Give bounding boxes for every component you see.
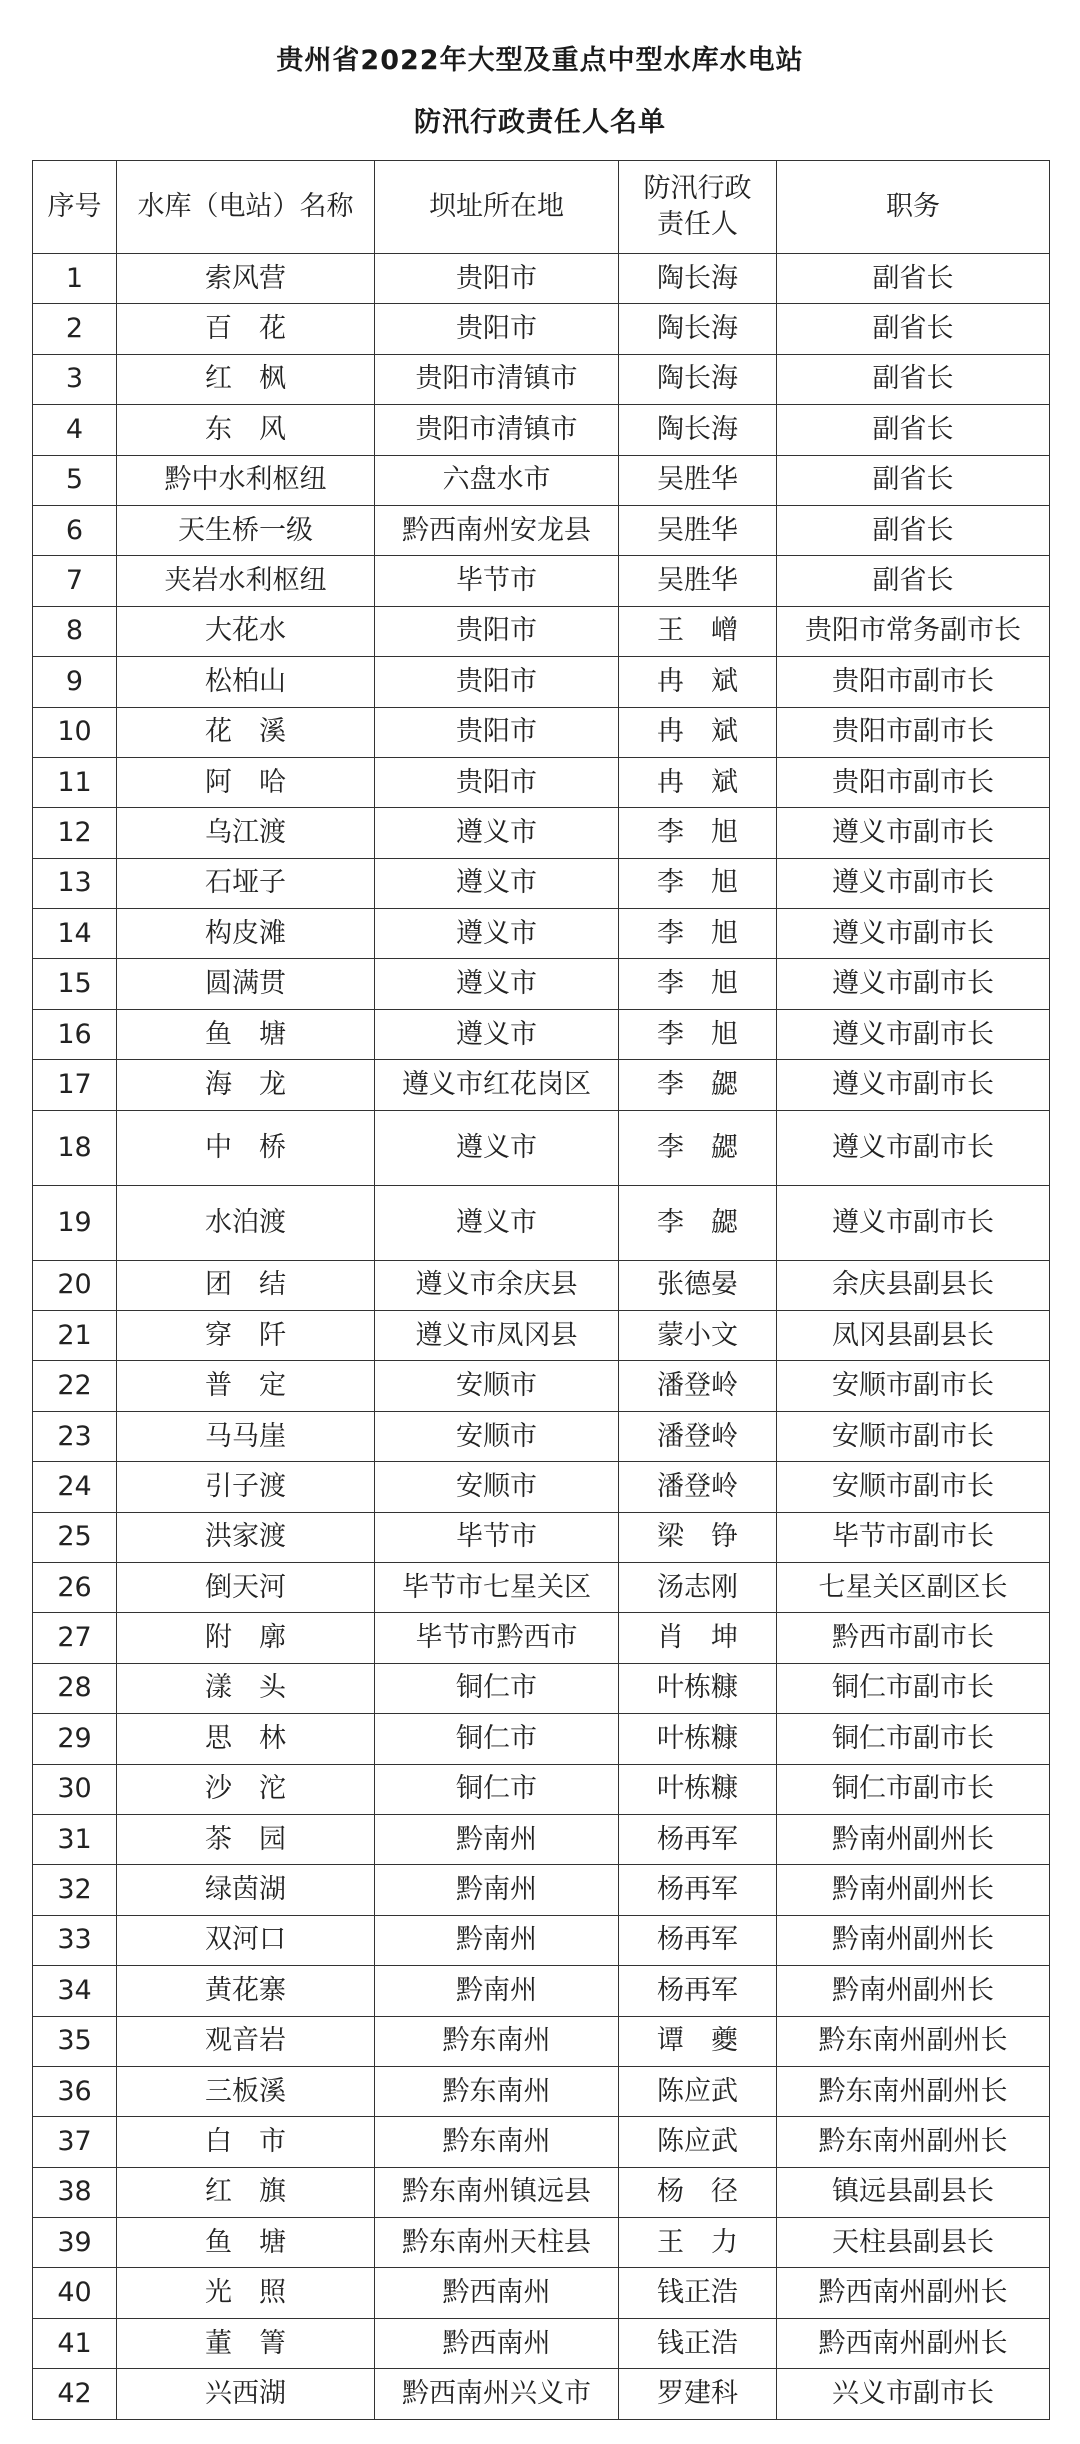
row-index-cell: 41 (33, 2318, 117, 2368)
table-row (33, 1613, 1050, 1663)
position-cell: 遵义市副市长 (777, 959, 1050, 1009)
position-cell: 镇远县副县长 (777, 2167, 1050, 2217)
row-index-cell: 2 (33, 304, 117, 354)
reservoir-name-cell: 中 桥 (117, 1110, 375, 1185)
dam-location-cell: 黔东南州镇远县 (375, 2167, 619, 2217)
table-row (33, 1185, 1050, 1260)
table-row (33, 1110, 1050, 1185)
dam-location-cell: 黔西南州 (375, 2268, 619, 2318)
row-index-cell: 16 (33, 1009, 117, 1059)
responsible-person-cell: 叶栋糠 (619, 1764, 777, 1814)
position-cell: 毕节市副市长 (777, 1512, 1050, 1562)
reservoir-name-cell: 海 龙 (117, 1060, 375, 1110)
table-row (33, 657, 1050, 707)
table-row (33, 1915, 1050, 1965)
table-row (33, 556, 1050, 606)
responsible-person-cell: 杨 径 (619, 2167, 777, 2217)
reservoir-name-cell: 三板溪 (117, 2066, 375, 2116)
position-cell: 黔西市副市长 (777, 1613, 1050, 1663)
reservoir-name-cell: 红 旗 (117, 2167, 375, 2217)
position-cell: 铜仁市副市长 (777, 1714, 1050, 1764)
row-index-cell: 40 (33, 2268, 117, 2318)
table-row (33, 1009, 1050, 1059)
table-row (33, 959, 1050, 1009)
responsible-person-cell: 吴胜华 (619, 556, 777, 606)
dam-location-cell: 遵义市 (375, 808, 619, 858)
row-index-cell: 39 (33, 2218, 117, 2268)
reservoir-name-cell: 倒天河 (117, 1562, 375, 1612)
reservoir-name-cell: 漾 头 (117, 1663, 375, 1713)
responsible-person-cell: 陈应武 (619, 2117, 777, 2167)
dam-location-cell: 黔西南州兴义市 (375, 2369, 619, 2419)
table-row (33, 254, 1050, 304)
row-index-cell: 38 (33, 2167, 117, 2217)
document-title: 贵州省2022年大型及重点中型水库水电站 (276, 45, 804, 76)
dam-location-cell: 黔东南州 (375, 2117, 619, 2167)
reservoir-name-cell: 圆满贯 (117, 959, 375, 1009)
dam-location-cell: 黔东南州 (375, 2066, 619, 2116)
responsible-person-cell: 杨再军 (619, 1865, 777, 1915)
table-row (33, 1764, 1050, 1814)
row-index-cell: 33 (33, 1915, 117, 1965)
row-index-cell: 9 (33, 657, 117, 707)
row-index-cell: 30 (33, 1764, 117, 1814)
dam-location-cell: 遵义市 (375, 1009, 619, 1059)
position-cell: 遵义市副市长 (777, 1060, 1050, 1110)
dam-location-cell: 黔南州 (375, 1814, 619, 1864)
reservoir-name-cell: 松柏山 (117, 657, 375, 707)
dam-location-cell: 铜仁市 (375, 1764, 619, 1814)
responsible-person-cell: 杨再军 (619, 1814, 777, 1864)
table-row (33, 1714, 1050, 1764)
dam-location-cell: 遵义市 (375, 1185, 619, 1260)
table-row (33, 1966, 1050, 2016)
responsible-person-cell: 张德晏 (619, 1260, 777, 1310)
responsible-person-cell: 李 旭 (619, 959, 777, 1009)
responsible-person-cell: 李 旭 (619, 1009, 777, 1059)
position-cell: 余庆县副县长 (777, 1260, 1050, 1310)
dam-location-cell: 遵义市余庆县 (375, 1260, 619, 1310)
reservoir-name-cell: 百 花 (117, 304, 375, 354)
dam-location-cell: 遵义市凤冈县 (375, 1311, 619, 1361)
reservoir-name-cell: 沙 沱 (117, 1764, 375, 1814)
dam-location-cell: 遵义市 (375, 858, 619, 908)
reservoir-name-cell: 引子渡 (117, 1462, 375, 1512)
row-index-cell: 24 (33, 1462, 117, 1512)
table-row (33, 1865, 1050, 1915)
row-index-cell: 5 (33, 455, 117, 505)
position-cell: 贵阳市副市长 (777, 757, 1050, 807)
position-cell: 副省长 (777, 405, 1050, 455)
row-index-cell: 3 (33, 354, 117, 404)
row-index-cell: 25 (33, 1512, 117, 1562)
responsible-person-cell: 王 嶒 (619, 606, 777, 656)
dam-location-cell: 黔东南州天柱县 (375, 2218, 619, 2268)
row-index-cell: 8 (33, 606, 117, 656)
responsible-person-cell: 叶栋糠 (619, 1663, 777, 1713)
responsible-person-cell: 李 旭 (619, 909, 777, 959)
dam-location-cell: 安顺市 (375, 1361, 619, 1411)
table-header-row (33, 161, 1050, 254)
position-cell: 副省长 (777, 304, 1050, 354)
table-row (33, 455, 1050, 505)
position-cell: 凤冈县副县长 (777, 1311, 1050, 1361)
responsible-person-cell: 杨再军 (619, 1915, 777, 1965)
reservoir-name-cell: 阿 哈 (117, 757, 375, 807)
dam-location-cell: 遵义市红花岗区 (375, 1060, 619, 1110)
table-row (33, 909, 1050, 959)
row-index-cell: 18 (33, 1110, 117, 1185)
reservoir-name-cell: 观音岩 (117, 2016, 375, 2066)
reservoir-name-cell: 鱼 塘 (117, 2218, 375, 2268)
table-row (33, 354, 1050, 404)
position-cell: 安顺市副市长 (777, 1462, 1050, 1512)
responsible-person-cell: 李 勰 (619, 1185, 777, 1260)
table-row (33, 1562, 1050, 1612)
row-index-cell: 32 (33, 1865, 117, 1915)
reservoir-name-cell: 附 廓 (117, 1613, 375, 1663)
dam-location-cell: 贵阳市清镇市 (375, 354, 619, 404)
dam-location-cell: 贵阳市 (375, 707, 619, 757)
position-cell: 天柱县副县长 (777, 2218, 1050, 2268)
dam-location-cell: 毕节市七星关区 (375, 1562, 619, 1612)
reservoir-name-cell: 洪家渡 (117, 1512, 375, 1562)
dam-location-cell: 贵阳市 (375, 254, 619, 304)
reservoir-name-cell: 构皮滩 (117, 909, 375, 959)
row-index-cell: 27 (33, 1613, 117, 1663)
responsible-person-cell: 李 旭 (619, 808, 777, 858)
responsible-person-cell: 肖 坤 (619, 1613, 777, 1663)
dam-location-cell: 贵阳市 (375, 657, 619, 707)
reservoir-name-cell: 思 林 (117, 1714, 375, 1764)
row-index-cell: 14 (33, 909, 117, 959)
reservoir-name-cell: 石垭子 (117, 858, 375, 908)
position-cell: 七星关区副区长 (777, 1562, 1050, 1612)
table-row (33, 808, 1050, 858)
table-row (33, 2117, 1050, 2167)
row-index-cell: 19 (33, 1185, 117, 1260)
position-cell: 铜仁市副市长 (777, 1764, 1050, 1814)
table-row (33, 505, 1050, 555)
table-row (33, 1512, 1050, 1562)
row-index-cell: 6 (33, 505, 117, 555)
position-cell: 黔南州副州长 (777, 1814, 1050, 1864)
header-position: 职务 (777, 161, 1050, 254)
position-cell: 黔南州副州长 (777, 1915, 1050, 1965)
reservoir-name-cell: 穿 阡 (117, 1311, 375, 1361)
dam-location-cell: 遵义市 (375, 959, 619, 1009)
position-cell: 副省长 (777, 254, 1050, 304)
reservoir-name-cell: 双河口 (117, 1915, 375, 1965)
table-row (33, 1060, 1050, 1110)
position-cell: 黔东南州副州长 (777, 2066, 1050, 2116)
responsible-person-cell: 潘登岭 (619, 1411, 777, 1461)
responsible-person-cell: 杨再军 (619, 1966, 777, 2016)
reservoir-name-cell: 黔中水利枢纽 (117, 455, 375, 505)
responsible-person-cell: 李 勰 (619, 1110, 777, 1185)
position-cell: 黔西南州副州长 (777, 2318, 1050, 2368)
responsible-person-cell: 李 旭 (619, 858, 777, 908)
responsible-person-cell: 陈应武 (619, 2066, 777, 2116)
header-responsible-person: 防汛行政责任人 (619, 161, 777, 254)
position-cell: 铜仁市副市长 (777, 1663, 1050, 1713)
dam-location-cell: 贵阳市 (375, 606, 619, 656)
position-cell: 遵义市副市长 (777, 1110, 1050, 1185)
reservoir-name-cell: 黄花寨 (117, 1966, 375, 2016)
position-cell: 黔东南州副州长 (777, 2117, 1050, 2167)
position-cell: 贵阳市副市长 (777, 707, 1050, 757)
position-cell: 贵阳市副市长 (777, 657, 1050, 707)
row-index-cell: 31 (33, 1814, 117, 1864)
responsible-person-cell: 陶长海 (619, 304, 777, 354)
responsible-person-cell: 吴胜华 (619, 505, 777, 555)
position-cell: 副省长 (777, 354, 1050, 404)
position-cell: 遵义市副市长 (777, 909, 1050, 959)
dam-location-cell: 遵义市 (375, 909, 619, 959)
position-cell: 黔东南州副州长 (777, 2016, 1050, 2066)
header-dam-location: 坝址所在地 (375, 161, 619, 254)
responsible-person-cell: 冉 斌 (619, 707, 777, 757)
dam-location-cell: 黔东南州 (375, 2016, 619, 2066)
row-index-cell: 36 (33, 2066, 117, 2116)
table-row (33, 606, 1050, 656)
position-cell: 贵阳市常务副市长 (777, 606, 1050, 656)
row-index-cell: 20 (33, 1260, 117, 1310)
reservoir-name-cell: 光 照 (117, 2268, 375, 2318)
dam-location-cell: 贵阳市清镇市 (375, 405, 619, 455)
dam-location-cell: 六盘水市 (375, 455, 619, 505)
responsible-person-cell: 潘登岭 (619, 1361, 777, 1411)
row-index-cell: 15 (33, 959, 117, 1009)
reservoir-name-cell: 花 溪 (117, 707, 375, 757)
table-row (33, 1411, 1050, 1461)
responsible-person-cell: 吴胜华 (619, 455, 777, 505)
table-row (33, 707, 1050, 757)
table-row (33, 304, 1050, 354)
responsible-person-cell: 罗建科 (619, 2369, 777, 2419)
dam-location-cell: 黔西南州安龙县 (375, 505, 619, 555)
table-row (33, 858, 1050, 908)
row-index-cell: 1 (33, 254, 117, 304)
table-row (33, 1260, 1050, 1310)
dam-location-cell: 毕节市 (375, 1512, 619, 1562)
table-row (33, 405, 1050, 455)
table-row (33, 1663, 1050, 1713)
row-index-cell: 34 (33, 1966, 117, 2016)
responsible-person-cell: 叶栋糠 (619, 1714, 777, 1764)
reservoir-name-cell: 索风营 (117, 254, 375, 304)
table-row (33, 2268, 1050, 2318)
reservoir-name-cell: 鱼 塘 (117, 1009, 375, 1059)
table-row (33, 2016, 1050, 2066)
dam-location-cell: 毕节市 (375, 556, 619, 606)
row-index-cell: 28 (33, 1663, 117, 1713)
reservoir-name-cell: 水泊渡 (117, 1185, 375, 1260)
dam-location-cell: 安顺市 (375, 1462, 619, 1512)
dam-location-cell: 贵阳市 (375, 757, 619, 807)
table-row (33, 757, 1050, 807)
responsible-person-cell: 冉 斌 (619, 657, 777, 707)
position-cell: 黔南州副州长 (777, 1865, 1050, 1915)
row-index-cell: 12 (33, 808, 117, 858)
reservoir-name-cell: 马马崖 (117, 1411, 375, 1461)
dam-location-cell: 毕节市黔西市 (375, 1613, 619, 1663)
position-cell: 黔西南州副州长 (777, 2268, 1050, 2318)
row-index-cell: 10 (33, 707, 117, 757)
row-index-cell: 35 (33, 2016, 117, 2066)
header-reservoir-name: 水库（电站）名称 (117, 161, 375, 254)
position-cell: 遵义市副市长 (777, 1185, 1050, 1260)
row-index-cell: 17 (33, 1060, 117, 1110)
responsible-person-cell: 陶长海 (619, 354, 777, 404)
reservoir-name-cell: 茶 园 (117, 1814, 375, 1864)
row-index-cell: 21 (33, 1311, 117, 1361)
position-cell: 遵义市副市长 (777, 858, 1050, 908)
dam-location-cell: 贵阳市 (375, 304, 619, 354)
row-index-cell: 22 (33, 1361, 117, 1411)
dam-location-cell: 铜仁市 (375, 1714, 619, 1764)
position-cell: 副省长 (777, 455, 1050, 505)
responsible-person-cell: 钱正浩 (619, 2268, 777, 2318)
reservoir-name-cell: 团 结 (117, 1260, 375, 1310)
header-index: 序号 (33, 161, 117, 254)
position-cell: 副省长 (777, 556, 1050, 606)
row-index-cell: 23 (33, 1411, 117, 1461)
dam-location-cell: 铜仁市 (375, 1663, 619, 1713)
table-row (33, 1814, 1050, 1864)
table-row (33, 2218, 1050, 2268)
reservoir-name-cell: 普 定 (117, 1361, 375, 1411)
row-index-cell: 26 (33, 1562, 117, 1612)
reservoir-name-cell: 夹岩水利枢纽 (117, 556, 375, 606)
dam-location-cell: 安顺市 (375, 1411, 619, 1461)
responsible-person-cell: 冉 斌 (619, 757, 777, 807)
table-row (33, 2167, 1050, 2217)
responsible-person-cell: 王 力 (619, 2218, 777, 2268)
reservoir-name-cell: 乌江渡 (117, 808, 375, 858)
row-index-cell: 4 (33, 405, 117, 455)
table-row (33, 1462, 1050, 1512)
row-index-cell: 42 (33, 2369, 117, 2419)
position-cell: 副省长 (777, 505, 1050, 555)
table-row (33, 2066, 1050, 2116)
position-cell: 黔南州副州长 (777, 1966, 1050, 2016)
dam-location-cell: 黔西南州 (375, 2318, 619, 2368)
responsible-person-cell: 蒙小文 (619, 1311, 777, 1361)
responsible-person-cell: 谭 夔 (619, 2016, 777, 2066)
reservoir-name-cell: 大花水 (117, 606, 375, 656)
row-index-cell: 37 (33, 2117, 117, 2167)
row-index-cell: 13 (33, 858, 117, 908)
reservoir-name-cell: 董 箐 (117, 2318, 375, 2368)
table-row (33, 1361, 1050, 1411)
reservoir-name-cell: 绿茵湖 (117, 1865, 375, 1915)
position-cell: 遵义市副市长 (777, 1009, 1050, 1059)
dam-location-cell: 黔南州 (375, 1966, 619, 2016)
reservoir-name-cell: 白 市 (117, 2117, 375, 2167)
reservoir-name-cell: 兴西湖 (117, 2369, 375, 2419)
table-body (33, 254, 1050, 2420)
reservoir-name-cell: 红 枫 (117, 354, 375, 404)
dam-location-cell: 遵义市 (375, 1110, 619, 1185)
responsible-person-cell: 陶长海 (619, 254, 777, 304)
responsible-person-cell: 钱正浩 (619, 2318, 777, 2368)
table-row (33, 1311, 1050, 1361)
position-cell: 安顺市副市长 (777, 1411, 1050, 1461)
position-cell: 兴义市副市长 (777, 2369, 1050, 2419)
dam-location-cell: 黔南州 (375, 1865, 619, 1915)
row-index-cell: 29 (33, 1714, 117, 1764)
responsibility-table (32, 160, 1050, 2420)
dam-location-cell: 黔南州 (375, 1915, 619, 1965)
row-index-cell: 11 (33, 757, 117, 807)
position-cell: 安顺市副市长 (777, 1361, 1050, 1411)
responsible-person-cell: 汤志刚 (619, 1562, 777, 1612)
responsible-person-cell: 李 勰 (619, 1060, 777, 1110)
table-row (33, 2369, 1050, 2419)
reservoir-name-cell: 东 风 (117, 405, 375, 455)
row-index-cell: 7 (33, 556, 117, 606)
responsible-person-cell: 潘登岭 (619, 1462, 777, 1512)
table-row (33, 2318, 1050, 2368)
responsible-person-cell: 梁 铮 (619, 1512, 777, 1562)
reservoir-name-cell: 天生桥一级 (117, 505, 375, 555)
position-cell: 遵义市副市长 (777, 808, 1050, 858)
document-subtitle: 防汛行政责任人名单 (414, 107, 666, 138)
responsible-person-cell: 陶长海 (619, 405, 777, 455)
